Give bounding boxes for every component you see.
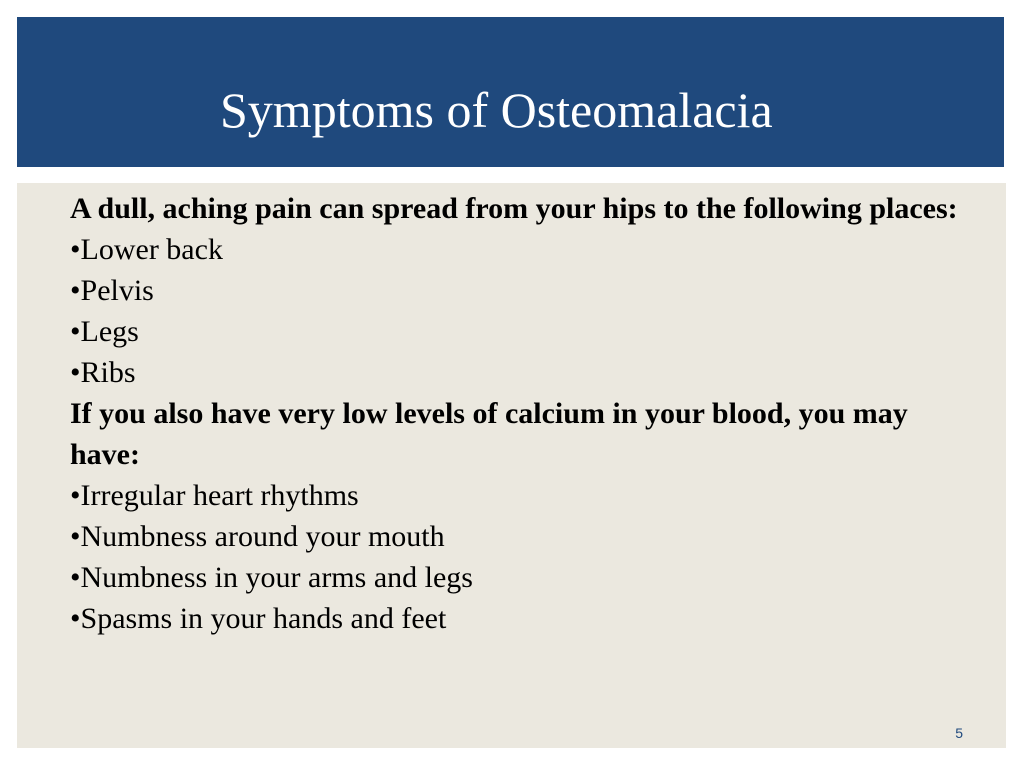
bullet-text: Lower back (80, 233, 223, 266)
bullet-item (70, 598, 970, 639)
bullet-marker: • (70, 520, 81, 553)
bullet-marker: • (70, 561, 81, 594)
slide-title: Symptoms of Osteomalacia (220, 82, 773, 138)
bullet-marker: • (70, 602, 81, 635)
bullet-item (70, 516, 970, 557)
bullet-text: Spasms in your hands and feet (80, 602, 447, 635)
bullet-item (70, 270, 970, 311)
bullet-text: Numbness around your mouth (80, 520, 445, 553)
bullet-item (70, 229, 970, 270)
bullet-marker: • (70, 274, 81, 307)
section2-heading: If you also have very low levels of calcium in your blood, you may have: (70, 397, 908, 471)
title-bar (17, 17, 1004, 167)
bullet-marker: • (70, 479, 81, 512)
bullet-marker: • (70, 315, 81, 348)
bullet-item (70, 475, 970, 516)
bullet-text: Ribs (80, 356, 136, 389)
content-box (17, 183, 1006, 748)
bullet-text: Legs (80, 315, 139, 348)
bullet-text: Irregular heart rhythms (80, 479, 359, 512)
bullet-marker: • (70, 356, 81, 389)
content-body (70, 188, 970, 639)
bullet-item (70, 557, 970, 598)
bullet-item (70, 352, 970, 393)
bullet-text: Numbness in your arms and legs (80, 561, 473, 594)
bullet-item (70, 311, 970, 352)
bullet-marker: • (70, 233, 81, 266)
page-number: 5 (955, 725, 963, 741)
bullet-text: Pelvis (80, 274, 154, 307)
section1-heading: A dull, aching pain can spread from your hips to the following places: (70, 192, 958, 225)
